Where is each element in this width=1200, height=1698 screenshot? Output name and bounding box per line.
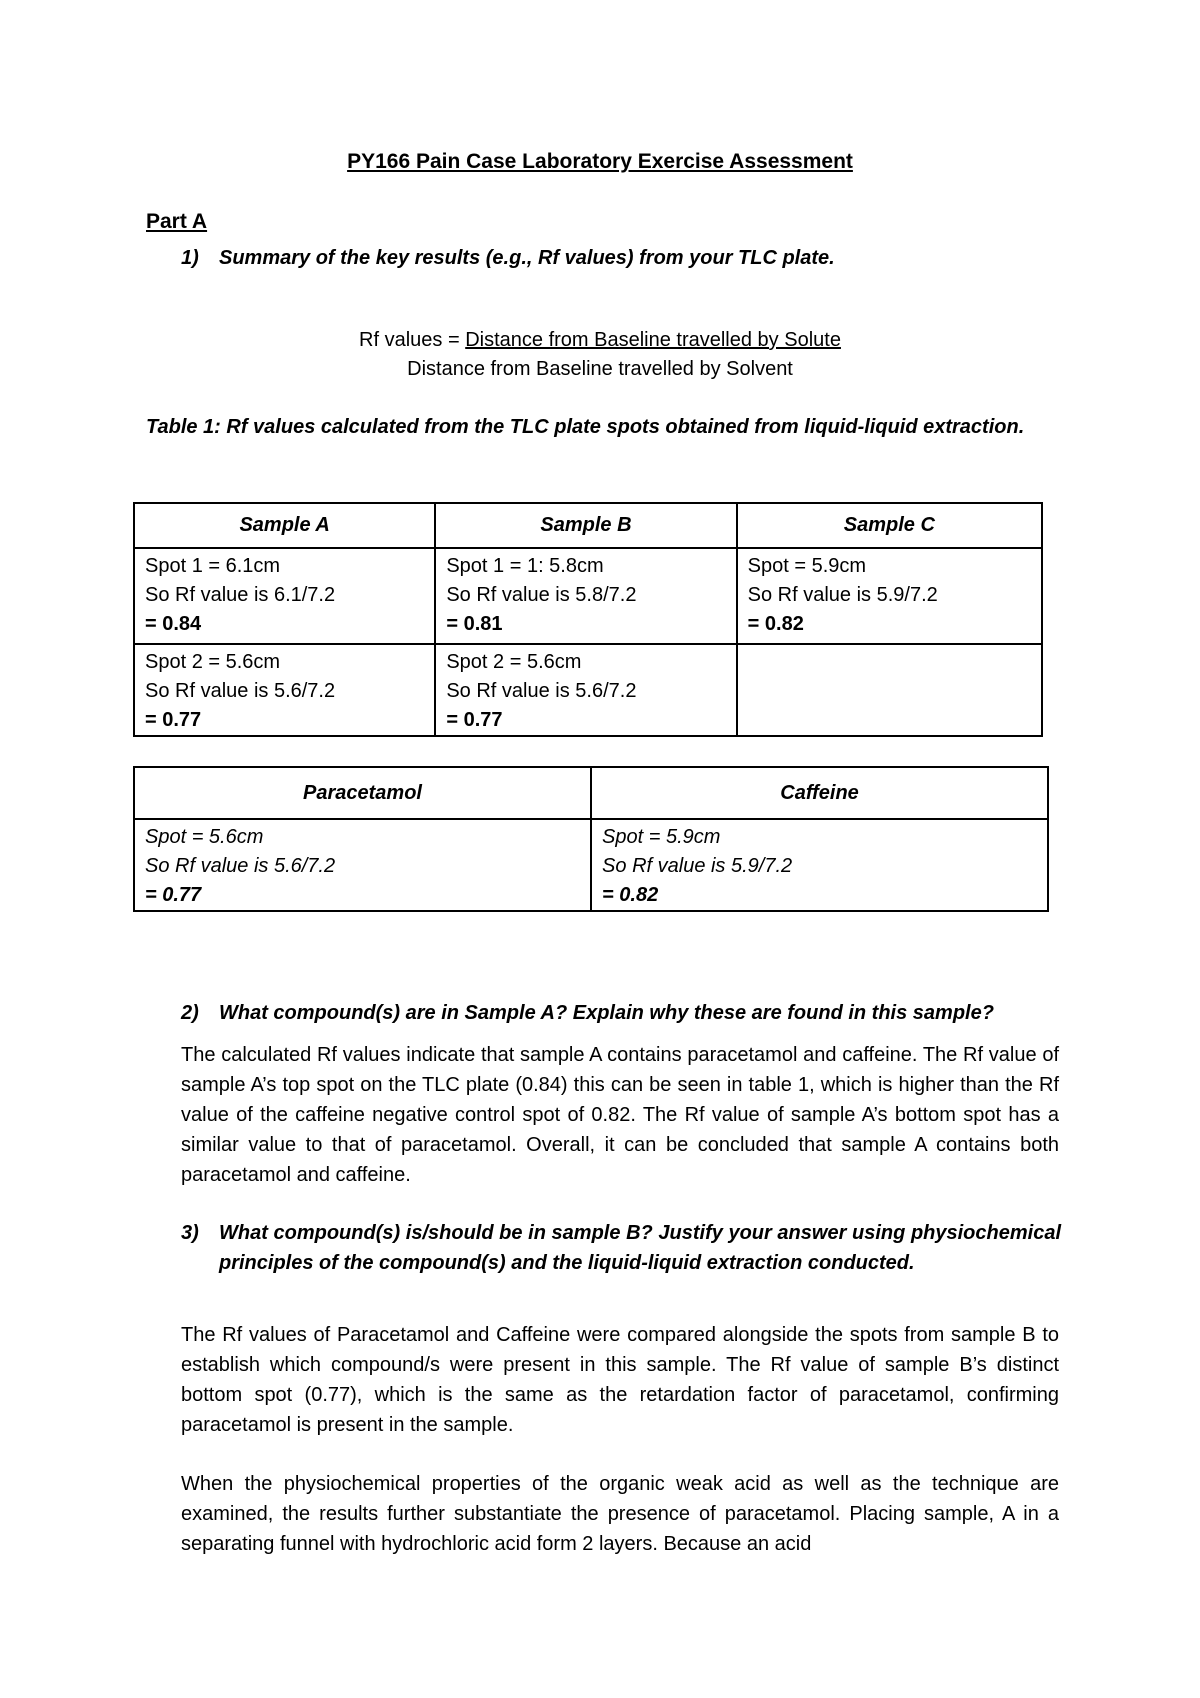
question-1-number: 1) [181,247,199,269]
table-1-header-row [134,503,1042,548]
table-2 [133,766,1049,912]
rf-formula-numerator-line [0,325,1200,355]
cell-result-line: = 0.77 [446,709,503,731]
question-2 [181,998,1061,1028]
table-2-header-cell: Paracetamol [134,767,591,819]
table-row [134,644,1042,736]
cell-result-line: = 0.81 [446,613,503,635]
cell-rf-line: So Rf value is 6.1/7.2 [145,584,336,606]
cell-result-line: = 0.82 [747,613,804,635]
document-title: PY166 Pain Case Laboratory Exercise Assessment [347,150,853,173]
question-2-number: 2) [181,1002,199,1024]
table-cell [435,548,736,644]
table-cell [591,819,1048,911]
cell-spot-line: Spot 2 = 5.6cm [145,651,281,673]
table-cell-empty [737,644,1042,736]
cell-spot-line: Spot 1 = 1: 5.8cm [446,555,604,577]
table-1-header-cell: Sample A [134,503,435,548]
table-1-header-cell: Sample B [435,503,736,548]
table-1 [133,502,1043,737]
question-2-answer: The calculated Rf values indicate that sample A contains paracetamol and caffeine. The Rf value of sample A’s top spot on the TLC plate (0.84) this can be seen in table 1, which is higher than the Rf value of the caffeine negative control spot of 0.82. The Rf value of sample A’s bottom spot has a similar value to that of paracetamol. Overall, it can be concluded that sample A contains both paracetamol and caffeine. [181,1044,1059,1186]
table-cell [435,644,736,736]
cell-spot-line: Spot = 5.6cm [145,826,264,848]
cell-spot-line: Spot = 5.9cm [602,826,721,848]
rf-formula-numerator: Distance from Baseline travelled by Solute [465,329,841,351]
cell-rf-line: So Rf value is 5.9/7.2 [602,855,793,877]
table-2-header-row [134,767,1048,819]
part-heading: Part A [146,210,208,233]
question-3-text: What compound(s) is/should be in sample B? Justify your answer using physiochemical principles of the compound(s) and the liquid-liquid extraction conducted. [219,1222,1061,1274]
cell-spot-line: Spot = 5.9cm [747,555,867,577]
table-row [134,819,1048,911]
cell-rf-line: So Rf value is 5.6/7.2 [145,680,336,702]
table-cell [737,548,1042,644]
question-3-number: 3) [181,1222,199,1244]
table-2-header-cell: Caffeine [591,767,1048,819]
table-1-header-cell: Sample C [737,503,1042,548]
question-1-text: Summary of the key results (e.g., Rf values) from your TLC plate. [219,247,835,269]
question-3-answer-paragraph-2: When the physiochemical properties of the organic weak acid as well as the technique are examined, the results further substantiate the presence of paracetamol. Placing sample, A in a separating funnel with hydrochloric acid form 2 layers. Because an acid [181,1473,1059,1555]
cell-rf-line: So Rf value is 5.8/7.2 [446,584,637,606]
question-3-answer-paragraph-1: The Rf values of Paracetamol and Caffeine were compared alongside the spots from sample B to establish which compound/s were present in this sample. The Rf value of sample B’s distinct bottom spot (0.77), which is the same as the retardation factor of paracetamol, confirming paracetamol is present in the sample. [181,1324,1059,1436]
cell-rf-line: So Rf value is 5.6/7.2 [145,855,336,877]
cell-spot-line: Spot 1 = 6.1cm [145,555,281,577]
cell-result-line: = 0.77 [145,884,202,906]
table-cell [134,644,435,736]
question-3 [181,1218,1061,1278]
cell-result-line: = 0.84 [145,613,202,635]
cell-result-line: = 0.82 [602,884,659,906]
table-cell [134,819,591,911]
cell-rf-line: So Rf value is 5.6/7.2 [446,680,637,702]
question-2-text: What compound(s) are in Sample A? Explain why these are found in this sample? [219,1002,994,1024]
rf-formula-denominator: Distance from Baseline travelled by Solvent [407,358,793,380]
question-1 [181,243,1061,273]
table-row [134,548,1042,644]
rf-formula-lhs: Rf values = [359,329,466,351]
cell-result-line: = 0.77 [145,709,202,731]
table-cell [134,548,435,644]
cell-spot-line: Spot 2 = 5.6cm [446,651,582,673]
table-1-caption: Table 1: Rf values calculated from the TLC plate spots obtained from liquid-liquid extraction. [146,416,1025,438]
cell-rf-line: So Rf value is 5.9/7.2 [747,584,938,606]
